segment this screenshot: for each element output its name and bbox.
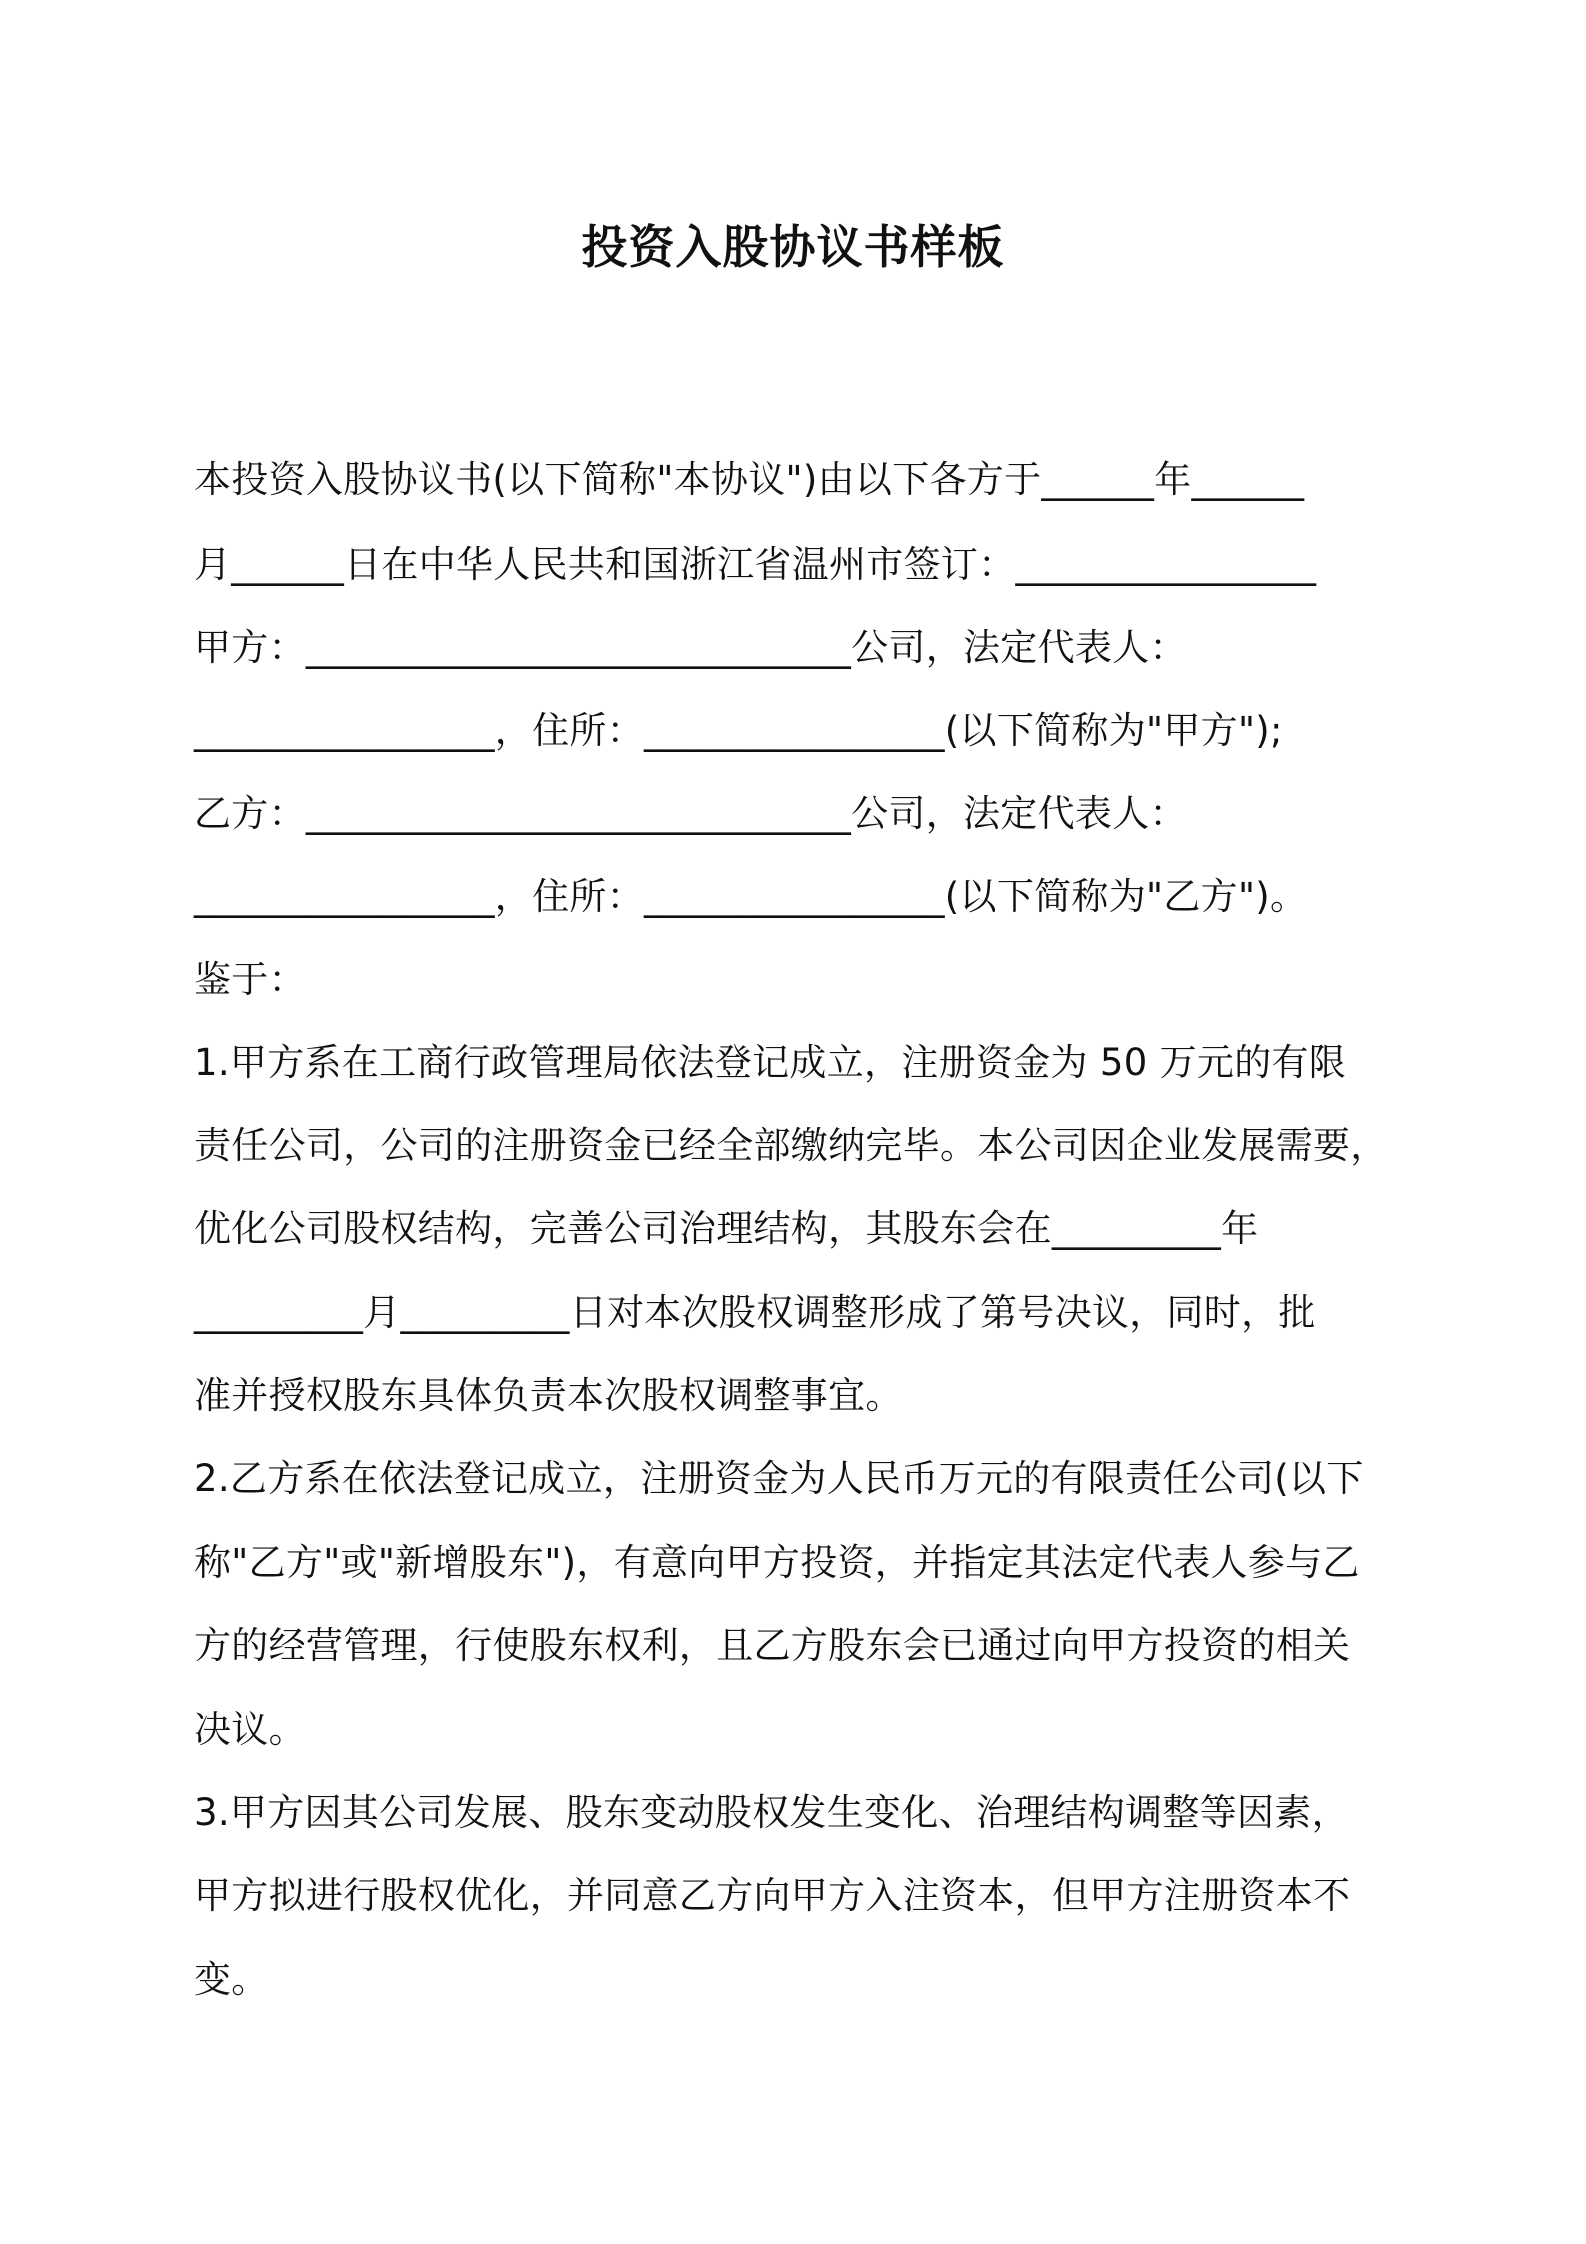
clause-1-line-5: 准并授权股东具体负责本次股权调整事宜。 — [194, 1374, 903, 1417]
clause-1-line-4: _________月_________日对本次股权调整形成了第号决议，同时，批 — [194, 1291, 1316, 1334]
clause-3-line-3: 变。 — [194, 1958, 269, 2001]
clause-3-line-2: 甲方拟进行股权优化，并同意乙方向甲方入注资本，但甲方注册资本不 — [194, 1874, 1351, 1917]
clause-1-line-1: 1.甲方系在工商行政管理局依法登记成立，注册资金为 50 万元的有限 — [194, 1041, 1347, 1084]
clause-1-line-2: 责任公司，公司的注册资金已经全部缴纳完毕。本公司因企业发展需要， — [194, 1124, 1388, 1167]
party-a-line-2: ________________，住所：________________(以下简称为"甲方"); — [194, 709, 1283, 752]
clause-1-line-3: 优化公司股权结构，完善公司治理结构，其股东会在_________年 — [194, 1207, 1259, 1250]
clause-2-line-4: 决议。 — [194, 1708, 306, 1751]
clause-3-line-1: 3.甲方因其公司发展、股东变动股权发生变化、治理结构调整等因素， — [194, 1791, 1349, 1834]
whereas-heading: 鉴于： — [194, 958, 306, 1001]
party-b-line-1: 乙方：_____________________________公司，法定代表人： — [194, 792, 1187, 835]
clause-2-line-2: 称"乙方"或"新增股东")，有意向甲方投资，并指定其法定代表人参与乙 — [194, 1541, 1360, 1584]
party-a-line-1: 甲方：_____________________________公司，法定代表人： — [194, 626, 1187, 669]
document-title: 投资入股协议书样板 — [581, 220, 1005, 274]
clause-2-line-1: 2.乙方系在依法登记成立，注册资金为人民币万元的有限责任公司(以下 — [194, 1457, 1364, 1500]
party-b-line-2: ________________，住所：________________(以下简称为"乙方")。 — [194, 875, 1308, 918]
intro-line-1: 本投资入股协议书(以下简称"本协议")由以下各方于______年______ — [194, 458, 1305, 501]
intro-line-2: 月______日在中华人民共和国浙江省温州市签订：________________ — [194, 543, 1317, 586]
clause-2-line-3: 方的经营管理，行使股东权利，且乙方股东会已通过向甲方投资的相关 — [194, 1624, 1351, 1667]
